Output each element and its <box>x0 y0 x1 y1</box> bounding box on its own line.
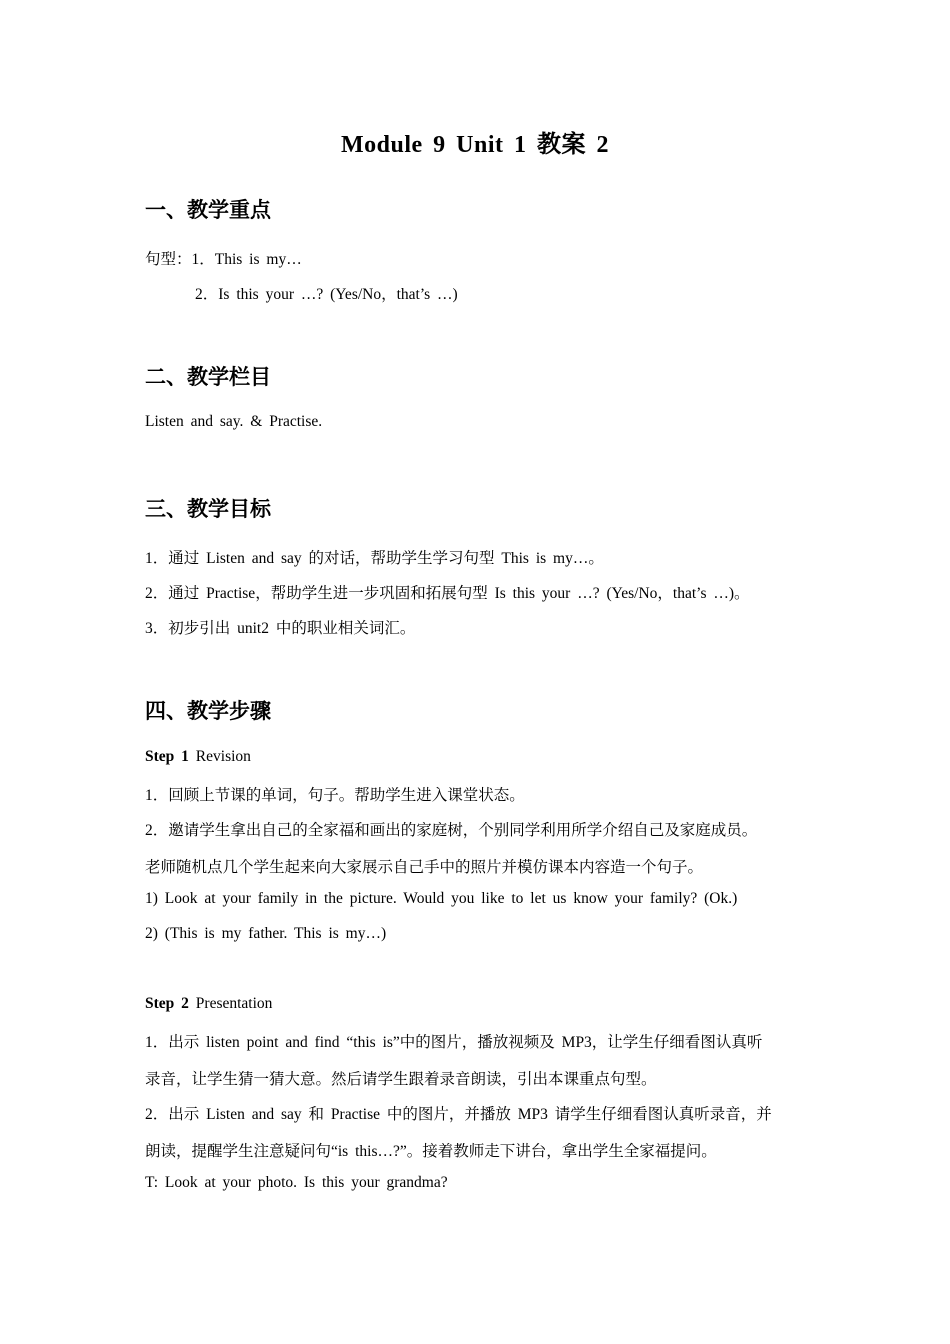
key-point-line: 2．Is this your …? (Yes/No，that’s …) <box>195 286 458 303</box>
section-heading-key-points: 一、教学重点 <box>145 198 271 222</box>
step-2-line: 2．出示 Listen and say 和 Practise 中的图片，并播放 MP3 请学生仔细看图认真听录音，并 <box>145 1106 772 1123</box>
objective-line: 1．通过 Listen and say 的对话，帮助学生学习句型 This is my…。 <box>145 550 604 567</box>
step-1-line: 2) (This is my father. This is my…) <box>145 925 387 942</box>
step-1-title: Revision <box>195 748 251 765</box>
section-heading-steps: 四、教学步骤 <box>145 699 271 723</box>
step-2-line: 录音，让学生猜一猜大意。然后请学生跟着录音朗读，引出本课重点句型。 <box>145 1071 657 1088</box>
step-1-line: 老师随机点几个学生起来向大家展示自己手中的照片并模仿课本内容造一个句子。 <box>145 859 704 876</box>
objective-line: 3．初步引出 unit2 中的职业相关词汇。 <box>145 620 416 637</box>
step-1-line: 1．回顾上节课的单词，句子。帮助学生进入课堂状态。 <box>145 787 525 804</box>
section-heading-columns: 二、教学栏目 <box>145 365 271 389</box>
column-line: Listen and say. & Practise. <box>145 413 323 430</box>
step-2-header <box>145 995 272 1013</box>
step-2-line: T: Look at your photo. Is this your grandma? <box>145 1174 448 1191</box>
step-1-line: 2．邀请学生拿出自己的全家福和画出的家庭树，个别同学利用所学介绍自己及家庭成员。 <box>145 822 758 839</box>
document-title: Module 9 Unit 1 教案 2 <box>340 132 609 158</box>
objective-line: 2．通过 Practise，帮助学生进一步巩固和拓展句型 Is this your …? (Yes/No，that’s …)。 <box>145 585 750 602</box>
key-point-line: 句型：1．This is my… <box>145 251 302 268</box>
section-heading-objectives: 三、教学目标 <box>145 497 271 521</box>
step-1-label: Step 1 <box>145 748 189 765</box>
step-2-label: Step 2 <box>145 995 189 1012</box>
step-2-line: 1．出示 listen point and find “this is”中的图片，播放视频及 MP3，让学生仔细看图认真听 <box>145 1034 763 1051</box>
step-2-line: 朗读，提醒学生注意疑问句“is this…?”。接着教师走下讲台，拿出学生全家福提问。 <box>145 1143 717 1160</box>
step-1-line: 1) Look at your family in the picture. Would you like to let us know your family? (Ok.) <box>145 890 738 907</box>
step-1-header <box>145 748 251 766</box>
step-2-title: Presentation <box>195 995 273 1012</box>
